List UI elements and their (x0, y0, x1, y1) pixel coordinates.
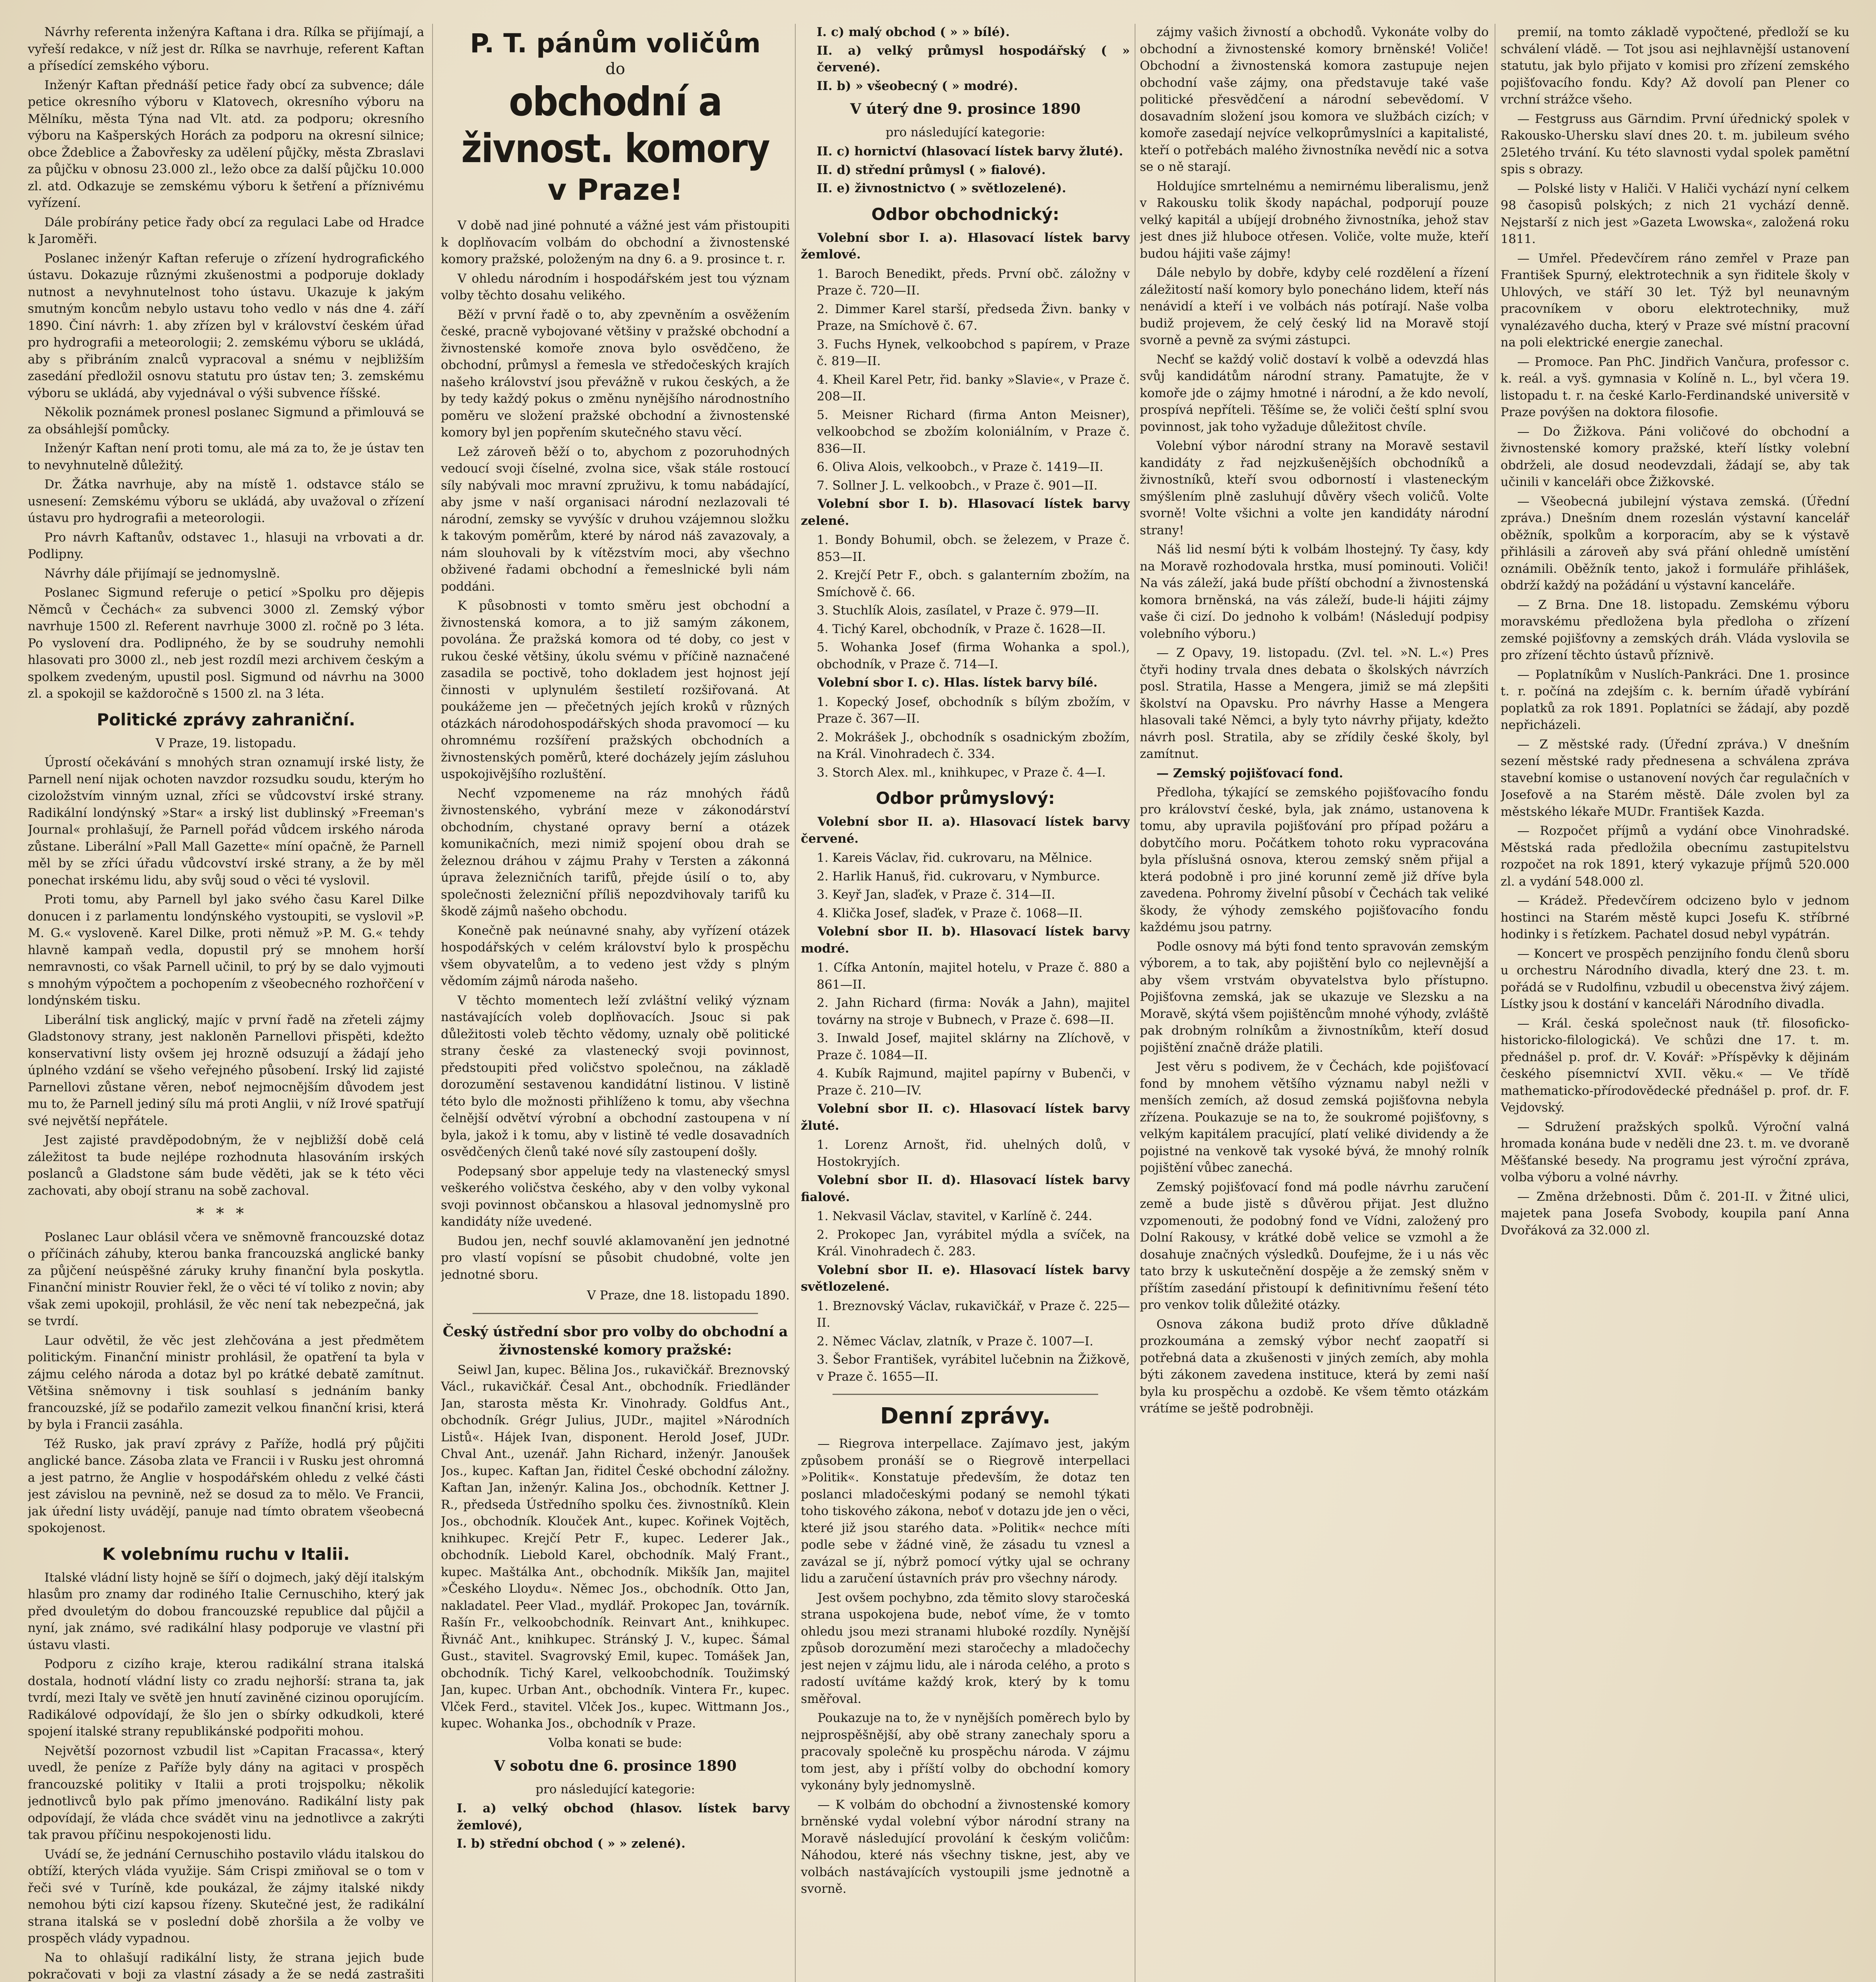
category-item: I. b) střední obchod ( » » zelené). (457, 1837, 686, 1851)
news-paragraph: — Promoce. Pan PhC. Jindřich Vančura, professor c. k. reál. a vyš. gymnasia v Kolíně n. L., byl včera 19. listopadu t. r. na české Karlo-Ferdinandské universitě v Praze povýšen na doktora filosofie. (1501, 354, 1849, 419)
trade-candidates (801, 230, 1130, 781)
column-2 (441, 24, 790, 1982)
candidate-item: 2. Mokrášek J., obchodník s osadnickým zbožím, na Král. Vinohradech č. 334. (817, 730, 1130, 761)
paragraph: Podporu z cizího kraje, kterou radikální strana italská dostala, hodnotí vládní listy co zradu nejhorší: strana ta, jak tvrdí, mezi Italy ve světě jen hnutí zaviněné cizinou oporujícím. Radikálové odpovídají, že šlo jen o sbírky odkudkoli, které spojení italské strany republikánské podpořiti mohou. (28, 1657, 424, 1739)
paragraph: K působnosti v tomto směru jest obchodní a živnostenská komora, a to již samým zákonem, povolána. Že pražská komora od té doby, co jest v rukou české většiny, úkolu svému v příčině naznačené zasadila se poctivě, toho dokladem jest hojnost její činnosti v uplynulém šestiletí rozšiřovaná. At poukážeme jen — přečetných jejích kroků v různých otázkách národohospodářských shoda pravomocí — ku ohromnému rozšíření pražských obchodních a živnostenských poměrů, které docházely jejím zásluhou uspokojivějšího rozluštění. (441, 599, 790, 781)
news-paragraph: — Poplatníkům v Nuslích-Pankráci. Dne 1. prosince t. r. počíná na zdejším c. k. berním úřadě vybírání poplatků za rok 1891. Poplatníci se žádají, aby pozdě nepřicházeli. (1501, 667, 1849, 732)
appeal-title-line1: P. T. pánům voličům (470, 28, 761, 59)
paragraph: Proti tomu, aby Parnell byl jako svého času Karel Dilke donucen i z parlamentu londýnského vystoupiti, se vyslovil »P. M. G.« vysloveně. Karel Dilke, proti němuž »P. M. G.« tehdy hlavně kampaň vedla, dopustil prý se mnohem horší nemravnosti, co však Parnell učinil, to prý by se dalo vyjmouti s mnohým výpočtem a pochopením z všeobecného rozhořčení v londýnském tisku. (28, 892, 424, 1008)
candidate-item: 1. Lorenz Arnošt, řid. uhelných dolů, v Hostokryjích. (817, 1138, 1130, 1169)
candidate-item: 3. Keyř Jan, slaďek, v Praze č. 314—II. (817, 888, 1055, 902)
paragraph: Dále probírány petice řady obcí za regulaci Labe od Hradce k Jaroměři. (28, 215, 424, 246)
column-5 (1501, 24, 1849, 1982)
parliament-report (28, 24, 424, 702)
foreign-news (28, 754, 424, 1199)
column-3 (801, 24, 1130, 1982)
paragraph: Konečně pak neúnavné snahy, aby vyřízení otázek hospodářských v celém království bylo k prospěchu všem obyvatelům, a to vedeno jest vždy s plným vědomím zájmů národa našeho. (441, 923, 790, 988)
paragraph: Osnova zákona budiž proto dříve důkladně prozkoumána a zemský výbor nechť zaopatří si potřebná data a zkušenosti v jiných zemích, aby mohla býti zákonem zavedena instituce, která by zemi naší byla ku prospěchu a ozdobě. Ke všem těmto otázkám vrátíme se ještě podrobněji. (1140, 1317, 1489, 1416)
paragraph: Volební výbor národní strany na Moravě sestavil kandidáty z řad nejzkušenějších obchodníků a živnostníků, kteří svou odborností i vlasteneckým smýšlením plně zasluhují důvěry všech voličů. Volte svorně! Volte všichni a volte jen kandidáty národní strany! (1140, 439, 1489, 538)
paragraph: Holdujíce smrtelnému a nemirnému liberalismu, jenž v Rakousku tolik škody napáchal, podporují pouze velký kapitál a ubíjejí drobného živnostníka, jehož stav jest dnes již hluboce otřesen. Voliče, volte muže, kteří budou hájiti vaše zájmy! (1140, 179, 1489, 261)
candidate-item: 7. Sollner J. L. velkoobch., v Praze č. 901—II. (817, 478, 1098, 493)
paragraph: Největší pozornost vzbudil list »Capitan Fracassa«, který uvedl, že peníze z Paříže byly dány na agitaci v prospěch francouzské politiky v Italii a proti trojspolku; několik jednotlivců bylo pak přímo jmenováno. Radikální listy pak odpovídají, že vláda chce svádět vinu na jednotlivce a zakrýti tak pravou příčinu nespokojenosti lidu. (28, 1743, 424, 1842)
paragraph: Podle osnovy má býti fond tento spravován zemským výborem, a to tak, aby pojištění bylo co nejlevnější a aby všem vrstvám obyvatelstva bylo přístupno. Pojišťovna zemská, jak se ukazuje ve Slezsku a na Moravě, skýtá všem pojištěncům mnohé výhody, zvláště pak drobným rolníkům a živnostníkům, kteří dosud pojištění značně dráže platili. (1140, 939, 1489, 1055)
column-rule (432, 24, 433, 1982)
candidate-item: 1. Kopecký Josef, obchodník s bílým zbožím, v Praze č. 367—II. (817, 694, 1130, 726)
vote-intro: Volba konati se bude: (548, 1735, 682, 1750)
vote-date-tuesday: V úterý dne 9. prosince 1890 (850, 101, 1081, 117)
candidate-item: 1. Nekvasil Václav, stavitel, v Karlíně č. 244. (817, 1209, 1093, 1223)
paragraph: Návrhy dále přijímají se jednomyslně. (44, 566, 280, 581)
electoral-body-title: Volební sbor I. a). Hlasovací lístek barvy žemlové. (801, 230, 1130, 262)
column-rule (795, 24, 796, 1982)
candidate-item: 2. Krejčí Petr F., obch. s galanterním zbožím, na Smíchově č. 66. (817, 568, 1130, 599)
candidate-item: 4. Kheil Karel Petr, řid. banky »Slavie«, v Praze č. 208—II. (817, 372, 1130, 404)
paragraph: Uvádí se, že jednání Cernuschiho postavilo vládu italskou do obtíží, kterých vláda využije. Sám Crispi zmiňoval se o tom v řeči své v Turíně, kde poukázal, že zájmy italské nikdy nemohou býti cizí kapsou řízeny. Skutečné jest, že radikální strana italská se v poslední době zhoršila a že volby ve prospěch vlády vypadnou. (28, 1847, 424, 1946)
news-paragraph: — Z městské rady. (Úřední zpráva.) V dnešním sezení městské rady přednesena a schválena zpráva stavební komise o ustanovení nových čar regulačních v Josefově a na Starém městě. Dále zvolen byl za městského lékaře MUDr. František Kazda. (1501, 737, 1849, 819)
vote-date-saturday: V sobotu dne 6. prosince 1890 (494, 1758, 737, 1774)
paragraph: V ohledu národním i hospodářském jest tou význam volby těchto dosahu velikého. (441, 271, 790, 302)
committee-heading: Český ústřední sbor pro volby do obchodní a živnostenské komory pražské: (442, 1323, 788, 1358)
paragraph: Náš lid nesmí býti k volbám lhostejný. Ty časy, kdy na Moravě rozhodovala hrstka, musí pominouti. Voliči! Na vás záleží, jaká bude příští obchodní a živnostenská komora brněnská, na vás záleží, bude-li hájiti zájmy vaše či cizí. Do jednoho k volbám! (Následují podpisy volebního výboru.) (1140, 542, 1489, 641)
candidate-item: 4. Klička Josef, slaďek, v Praze č. 1068—II. (817, 906, 1083, 920)
paragraph: Podepsaný sbor appeluje tedy na vlastenecký smysl veškerého voličstva českého, aby v den volby vykonal svoji povinnost občanskou a hlasoval jednomyslně pro kandidáty níže uvedené. (441, 1164, 790, 1229)
paragraph: Návrhy referenta inženýra Kaftana i dra. Rílka se přijímají, a vyřeší redakce, v níž jest dr. Rílka se navrhuje, referent Kaftan a přísedící zemského výboru. (28, 25, 424, 73)
electoral-body-title: Volební sbor II. e). Hlasovací lístek barvy světlozelené. (801, 1263, 1130, 1294)
paragraph: Běží v první řadě o to, aby zpevněním a osvěžením české, pracně vybojované většiny v pražské obchodní a živnostenské komoře znova bylo osvědčeno, že obchodní, průmysl a řemesla ve středočeských krajích našeho království jsou převážně v rukou českých, a že by tedy každý pokus o změnu nynějšího národnostního poměru ve složení pražské obchodní a živnostenské komory byl jen popřením skutečného stavu věcí. (441, 307, 790, 440)
candidate-item: 2. Prokopec Jan, vyrábitel mýdla a svíček, na Král. Vinohradech č. 283. (817, 1227, 1130, 1259)
news-paragraph: — Z Brna. Dne 18. listopadu. Zemskému výboru moravskému předložena byla předloha o zřízení zemské pojišťovny a zemských dráh. Vláda vyslovila se pro zřízení těchto ústavů příznivě. (1501, 597, 1849, 662)
paragraph: zájmy vašich živností a obchodů. Vykonáte volby do obchodní a živnostenské komory brněnské! Voliče! Obchodní a živnostenská komora zastupuje nejen obchodní vaše zájmy, ona představuje také vaše politické přesvědčení a národní sebevědomí. V dosavadním složení jsou komora ve službách cizích; v komoře zasedají nejvíce velkoprůmyslníci a kapitalisté, kteří o potřebách malého živnostníka nevědí nic a sotva se o ně starají. (1140, 25, 1489, 174)
paragraph: Poslanec inženýr Kaftan referuje o zřízení hydrografického ústavu. Dokazuje různými zkušenostmi a podporuje doklady nutnost a nevyhnutelnost toho ústavu. Ukazuje k jakým smutným koncům nebylo ustavu toho vedlo v nás dne 4. září 1890. Činí návrh: 1. aby zřízen byl v království českém úřad pro hydrografii a meteorologii; 2. zemskému výboru se ukládá, aby s přibráním znalců vypracoval a snému v nejbližším zasedání předložil osnovu statutu pro ústav ten; 3. zemskému výboru se ukládá, aby vyjednával o výši subvence říšské. (28, 251, 424, 400)
electoral-body-title: Volební sbor II. b). Hlasovací lístek barvy modré. (801, 924, 1130, 956)
paragraph: Dr. Žátka navrhuje, aby na místě 1. odstavce stálo se usnesení: Zemskému výboru se ukládá, aby uvažoval o zřízení ústavu pro hydrografii a meteorologii. (28, 477, 424, 525)
saturday-categories (801, 24, 1130, 94)
paragraph: Předloha, týkající se zemského pojišťovacího fondu pro království české, byla, jak známo, ustanovena k tomu, aby upravila pojišťování pro případ požáru a dobytčího moru. Počátkem tohoto roku vypracována byla příslušná osnova, kterou zemský sněm přijal a která podobně i pro jiné korunní země již dříve byla zavedena. Pohromy živelní působí v Čechách tak veliké škody, že výhody zemského pojišťovacího fondu každému jsou patrny. (1140, 785, 1489, 934)
tuesday-sub: pro následující kategorie: (885, 125, 1045, 140)
news-paragraph: — Festgruss aus Gärndim. První úřednický spolek v Rakousko-Uhersku slaví dnes 20. t. m. jubileum svého 25letého trvání. Ku této slavnosti vydal spolek pamětní spis s obrazy. (1501, 111, 1849, 176)
paragraph: V těchto momentech leží zvláštní veliký význam nastávajících voleb doplňovacích. Jsouc si pak důležitosti voleb těchto vědomy, uznaly obě politické strany české za vlastenecký svoji povinnost, předstoupiti před voličstvo společnou, na základě dorozumění sestavenou kandidátní listinou. V listině této bylo dle možnosti přihlíženo k tomu, aby všechna čelnější odvětví výrobní a obchodní zastoupena v ní byla, jakož i k tomu, aby v listině té vedle dosavadních osvědčených členů také nové síly zastoupení došly. (441, 993, 790, 1159)
candidate-item: 2. Němec Václav, zlatník, v Praze č. 1007—I. (817, 1334, 1093, 1349)
vote-sub: pro následující kategorie: (535, 1782, 695, 1796)
column-4-text (1140, 24, 1489, 763)
appeal-date: V Praze, dne 18. listopadu 1890. (587, 1288, 790, 1303)
paragraph: Též Rusko, jak praví zprávy z Paříže, hodlá prý půjčiti anglické bance. Zásoba zlata ve Francii i v Rusku jest ohromná a jest patrno, že Anglie v hospodářském ohledu z velké části jest závislou na pevnině, než se dosud za to mělo. Ve Francii, jak úřední listy uvádějí, panuje nad tímto obratem všeobecná spokojenost. (28, 1437, 424, 1535)
candidate-item: 2. Harlik Hanuš, řid. cukrovaru, v Nymburce. (817, 869, 1101, 884)
daily-news (801, 1435, 1130, 1898)
paragraph: Poslanec Laur oblásil včera ve sněmovně francouzské dotaz o příčinách záhuby, kterou banka francouzská anglické banky za půjčení neúspěšné záruky kruhy finanční byla poskytla. Finanční ministr Rouvier řekl, že o věci té ví toliko z novin; aby však zemi upokojil, prohlásil, že věc není tak nebezpečná, jak se tvrdí. (28, 1230, 424, 1328)
dateline: V Praze, 19. listopadu. (155, 736, 297, 750)
column-5-text (1501, 24, 1849, 1239)
paragraph: — Z Opavy, 19. listopadu. (Zvl. tel. »N. L.«) Pres čtyři hodiny trvala dnes debata o školských návrzích posl. Stratila, Hasse a Mengera, jimiž se má zlepšiti školství na Opavsku. Pro návrhy Hasse a Mengera hlasovali také Němci, a byly tyto návrhy přijaty, kdežto návrh posl. Stratila, aby se zřídily české školy, byl zamítnut. (1140, 646, 1489, 761)
electoral-body-title: Volební sbor I. c). Hlas. lístek barvy bílé. (817, 675, 1098, 690)
italy-news (28, 1569, 424, 1982)
paragraph: Nechť vzpomeneme na ráz mnohých řádů živnostenského, vybrání meze v zákonodárství obchodním, chystané opravy berní a otázek komunikačních, mezi nimiž spojení obou drah se železnou dráhou v zájmu Prahy v Tersten a zákonná úprava železničních tarifů, přejde úsilí o to, aby společnosti železniční příliš nepozdvihovaly tarifů ku škodě zájmů našeho obchodu. (441, 786, 790, 918)
electoral-body-title: Volební sbor II. c). Hlasovací lístek barvy žluté. (801, 1102, 1130, 1133)
news-paragraph: premií, na tomto základě vypočtené, předloží se ku schválení vládě. — Tot jsou asi nejhlavnější ustanovení statutu, jak bylo přijato v komisi pro zřízení zemského pojišťovacího fondu. Kdy? Až dovolí pan Plener co vrchní strážce všeho. (1501, 25, 1849, 107)
insurance-fund-text (1140, 784, 1489, 1417)
appeal-title-do: do (605, 60, 625, 78)
news-paragraph: — Změna držebnosti. Dům č. 201-II. v Žitné ulici, majetek pana Josefa Svobody, koupila paní Anna Dvořáková za 32.000 zl. (1501, 1189, 1849, 1238)
category-item: I. c) malý obchod ( » » bílé). (817, 25, 1010, 39)
candidate-item: 3. Fuchs Hynek, velkoobchod s papírem, v Praze č. 819—II. (817, 337, 1130, 368)
candidate-item: 1. Baroch Benedikt, předs. První obč. záložny v Praze č. 720—II. (817, 266, 1130, 298)
paris-news (28, 1229, 424, 1537)
vote-categories (441, 1800, 790, 1852)
candidate-item: 4. Kubík Rajmund, majitel papírny v Bubenči, v Praze č. 210—IV. (817, 1066, 1130, 1098)
paragraph: Dále nebylo by dobře, kdyby celé rozdělení a řízení záležitostí naší komory bylo ponecháno lidem, kteří nás nenávidí a kteří i ve volbách nás potírají. Naše volba budiž projevem, že celý český lid na Moravě stojí svorně a pevně za svými zástupci. (1140, 266, 1489, 347)
paragraph: V době nad jiné pohnuté a vážné jest vám přistoupiti k doplňovacím volbám do obchodní a živnostenské komory pražské, položeným na dny 6. a 9. prosince t. r. (441, 218, 790, 266)
candidate-item: 3. Šebor František, vyrábitel lučebnin na Žižkově, v Praze č. 1655—II. (817, 1353, 1130, 1384)
electoral-body-title: Volební sbor II. a). Hlasovací lístek barvy červené. (801, 815, 1130, 846)
paragraph: Lež zároveň běží o to, abychom z pozoruhodných vedoucí svoji číselné, zvolna sice, však stále rostoucí síly nabývali moc mravní zpruživu, k tomu nabádající, aby jsme v naší organisaci národní nezlazovali té národní, zemsky se vyvýšíc v druhou vzájemnou složku k takovým poměrům, které by národ náš zavazovaly, a nám slouhovali by k vítězstvím moci, aby všechno obživené řadami obchodní a řemeslnické byli nám poddáni. (441, 444, 790, 594)
news-paragraph: — Polské listy v Haliči. V Haliči vychází nyní celkem 98 časopisů polských; z nich 21 vychází denně. Nejstarší z nich jest »Gazeta Lwowska«, založená roku 1811. (1501, 181, 1849, 246)
news-paragraph: — Do Žižkova. Páni voličové do obchodní a živnostenské komory pražské, kteří lístky volební obdrželi, ale dosud neodevzdali, žádají se, aby tak učinili v kanceláři obce Žižkovské. (1501, 424, 1849, 489)
paragraph: Inženýr Kaftan není proti tomu, ale má za to, že je ústav ten to nevyhnutelně důležitý. (28, 441, 424, 473)
candidate-item: 2. Jahn Richard (firma: Novák a Jahn), majitel továrny na stroje v Bubnech, v Praze č. 698—II. (817, 996, 1130, 1027)
electoral-body-title: Volební sbor II. d). Hlasovací lístek barvy fialové. (801, 1173, 1130, 1204)
news-paragraph: — Umřel. Předevčírem ráno zemřel v Praze pan František Spurný, elektrotechnik a syn řiditele školy v Uhlových, ve stáří 30 let. Týž byl neunavným pracovníkem v oboru elektrotechniky, muž vynalézavého ducha, který v Praze své místní pracovní na poli elektrické energie zanechal. (1501, 251, 1849, 350)
category-item: II. a) velký průmysl hospodářský ( » červené). (817, 43, 1130, 75)
heading-industry-section: Odbor průmyslový: (876, 788, 1055, 808)
news-paragraph: — K volbám do obchodní a živnostenské komory brněnské vydal volební výbor národní strany na Moravě následující provolání k českým voličům: Náhodou, které nás všechny tiskne, jest, aby ve volbách nastávajících vystoupili jsme jednotně a svorně. (801, 1797, 1130, 1896)
paragraph: Pro návrh Kaftanův, odstavec 1., hlasuji na vrbovati a dr. Podlipny. (28, 530, 424, 561)
candidate-item: 4. Tichý Karel, obchodník, v Praze č. 1628—II. (817, 622, 1106, 636)
heading-italy: K volebnímu ruchu v Italii. (102, 1544, 350, 1564)
news-paragraph: — Riegrova interpellace. Zajímavo jest, jakým způsobem pronáší se o Riegrově interpellaci »Politik«. Konstatuje především, že dotaz ten poslanci mladočeskými podaný se nemohl týkati toho tiskového zákona, neboť v dotazu jde jen o věci, které již jsou starého data. »Politik« nechce míti podle sebe v žádné vině, že zásadu tu vznesl a zavázal se jí, nýbrž pomocí výtky ujal se ochrany lidu a zaručení ústavních práv pro všechny národy. (801, 1437, 1130, 1586)
news-paragraph: — Král. česká společnost nauk (tř. filosoficko-historicko-filologická). Ve schůzi dne 17. t. m. přednášel p. prof. dr. V. Kovář: »Příspěvky k dějinám českého písemnictví XVII. věku.« — Ve třídě mathematicko-přírodovědecké přednášel p. prof. dr. F. Vejdovský. (1501, 1016, 1849, 1115)
appeal-title-line3: v Praze! (547, 173, 683, 207)
candidate-item: 5. Meisner Richard (firma Anton Meisner), velkoobchod se zbožím koloniálním, v Praze č. 836—II. (817, 407, 1130, 456)
news-paragraph: Jest ovšem pochybno, zda těmito slovy staročeská strana uspokojena bude, neboť víme, že v tomto ohledu jsou mezi stranami hluboké rozdíly. Nynější způsob dorozumění mezi staročechy a mladočechy jest nejen v zájmu lidu, ale i národa celého, a proto s radostí uvítáme každý krok, který by k tomu směřoval. (801, 1590, 1130, 1706)
news-paragraph: — Všeobecná jubilejní výstava zemská. (Úřední zpráva.) Dnešním dnem rozeslán výstavní kancelář oběžník, spolkům a korporacím, aby se k výstavě přihlásili a zároveň aby svá přání ohledně umístění oznámili. Oběžník tento, jakož i formuláře přihlášek, obdrží každý na požádání u výstavní kanceláře. (1501, 494, 1849, 593)
heading-trade-section: Odbor obchodnický: (871, 204, 1059, 224)
paragraph: Několik poznámek pronesl poslanec Sigmund a přimlouvá se za obsáhlejší pomůcky. (28, 405, 424, 436)
paragraph: Nechť se každý volič dostaví k volbě a odevzdá hlas svůj kandidátům národní strany. Pamatujte, že v komoře jde o zájmy hmotné i národní, a že kdo nevolí, prospívá nepříteli. Těšíme se, že voliči čeští splní svou povinnost, jak toho vyžaduje důležitost chvíle. (1140, 352, 1489, 434)
candidate-item: 5. Wohanka Josef (firma Wohanka a spol.), obchodník, v Praze č. 714—I. (817, 640, 1130, 672)
column-1 (28, 24, 424, 1982)
heading-insurance-fund: — Zemský pojišťovací fond. (1156, 766, 1344, 781)
paragraph: Jest zajisté pravděpodobným, že v nejbližší době celá záležitost ta bude nejlépe rozhodnuta hlasováním irských poslanců a Gladstone sám bude věděti, jak se k této věci zachovati, aby obojí stranu na sobě zachoval. (28, 1133, 424, 1198)
candidate-item: 1. Bondy Bohumil, obch. se železem, v Praze č. 853—II. (817, 533, 1130, 564)
candidate-item: 3. Stuchlík Alois, zasílatel, v Praze č. 979—II. (817, 603, 1099, 618)
column-4 (1140, 24, 1489, 1982)
candidate-item: 1. Breznovský Václav, rukavičkář, v Praze č. 225—II. (817, 1299, 1130, 1330)
news-paragraph: — Sdružení pražských spolků. Výroční valná hromada konána bude v neděli dne 23. t. m. ve dvoraně Měšťanské besedy. Na programu jest výroční zpráva, volba výboru a volné návrhy. (1501, 1119, 1849, 1184)
paragraph: Liberální tisk anglický, majíc v první řadě na zřeteli zájmy Gladstonovy strany, jest nakloněn Parnellovi přispěti, kdežto konservativní listy ovšem jej hrozně odsuzují a žádají jeho úplného vzdání se všeho veřejného působení. Irský lid zajisté Parnellovi zůstane věren, neboť nejmocnějším důvodem jest mu to, že Parnell jediný sílu má proti Anglii, v níž Irové spatřují své největší nepřátele. (28, 1012, 424, 1128)
paragraph: Inženýr Kaftan přednáší petice řady obcí za subvence; dále petice okresního výboru v Klatovech, okresního výboru na Mělníku, města Týna nad Vlt. atd. za podporu; okresního výboru na Kašperských Horách za podporu na okresní silnice; obce Ždeblice a Žabovřesky za udělení půjčky, města Zbraslavi za půjčku v obnosu 23.000 zl., ležo obce za další půjčku 10.000 zl. atd. Odkazuje se zemskému výboru k šetření a příznivému vyřízení. (28, 78, 424, 210)
committee-members: Seiwl Jan, kupec. Bělina Jos., rukavičkář. Breznovský Václ., rukavičkář. Česal Ant., obchodník. Friedländer Jan, starosta města Kr. Vinohrady. Goldfus Ant., obchodník. Grégr Julius, JUDr., majitel »Národních Listů«. Hájek Ivan, disponent. Herold Josef, JUDr. Chval Ant., uzenář. Jahn Richard, inženýr. Janoušek Jos., kupec. Kaftan Jan, řiditel České obchodní záložny. Kaftan Jan, inženýr. Kalina Jos., obchodník. Kettner J. R., předseda Ústředního spolku čes. živnostníků. Klein Jos., obchodník. Klouček Ant., kupec. Kořinek Vojtěch, knihkupec. Krejčí Petr F., kupec. Lederer Jak., obchodník. Liebold Karel, obchodník. Malý Frant., kupec. Maštálka Ant., obchodník. Mikšík Jan, majitel »Českého Lloydu«. Němec Jos., obchodník. Otto Jan, nakladatel. Peer Vlad., mydlář. Prokopec Jan, továrník. Rašín Fr., velkoobchodník. Reinvart Ant., knihkupec. Řivnáč Ant., knihkupec. Stránský J. V., kupec. Šámal Gust., stavitel. Svagrovský Emil, kupec. Tomášek Jan, obchodník. Tichý Karel, velkoobchodník. Toužimský Jan, kupec. Urban Ant., obchodník. Vinterа Fr., kupec. Vlček Ferd., stavitel. Vlček Jos., kupec. Wittmann Jos., kupec. Wohanka Jos., obchodník v Praze. (441, 1362, 790, 1731)
paragraph: Zemský pojišťovací fond má podle návrhu zaručení země a bude jistě s důvěrou přijat. Jest dlužno vzpomenouti, že podobný fond ve Vídni, založený pro Dolní Rakousy, v krátké době velice se vzmohl a že dosahuje značných výsledků. Doufejme, že i u nás věc tato brzy k uskutečnění dospěje a že zemský sněm v příštím zasedání přistoupí k definitivnímu řešení této pro venkov tolik důležité otázky. (1140, 1180, 1489, 1312)
tuesday-categories (801, 143, 1130, 197)
paragraph: Na to ohlašují radikální listy, že strana jejich bude pokračovati v boji za vlastní zásady a že se nedá zastrašiti (28, 1950, 424, 1982)
paragraph: Italské vládní listy hojně se šíří o dojmech, jaký dějí italským hlasům pro znamy dar rodiného Italie Cernuschiho, který jak před dvouletým do dobou francouzské republice dal půjčil a nyní, jak známo, své radikální hlasy podporuje ve vlastní při ústavu vlasti. (28, 1570, 424, 1652)
candidate-item: 6. Oliva Alois, velkoobch., v Praze č. 1419—II. (817, 460, 1104, 474)
appeal-body (441, 217, 790, 1283)
news-paragraph: — Krádež. Předevčírem odcizeno bylo v jednom hostinci na Starém městě kupci Josefu K. stříbrné hodinky i s řetízkem. Pachatel dosud nebyl vypátrán. (1501, 893, 1849, 941)
candidate-item: 1. Cífka Antonín, majitel hotelu, v Praze č. 880 a 861—II. (817, 960, 1130, 992)
divider (473, 1313, 758, 1314)
category-item: I. a) velký obchod (hlasov. lístek barvy žemlové), (457, 1801, 790, 1833)
category-item: II. d) střední průmysl ( » fialové). (817, 163, 1046, 177)
paragraph: Jest věru s podivem, že v Čechách, kde pojišťovací fond by mnohem většího významu nabyl nežli v menších zemích, až dosud zemská pojišťovna nebyla zřízena. Poukazuje se na to, že soukromé pojišťovny, s velkým kapitálem pracující, platí veliké dividendy a že pojistné na venkově tak vysoké bývá, že mnohý rolník pojištění vůbec zanechá. (1140, 1060, 1489, 1175)
category-item: II. b) » všeobecný ( » modré). (817, 78, 1018, 93)
candidate-item: 3. Inwald Josef, majitel sklárny na Zlíchově, v Praze č. 1084—II. (817, 1031, 1130, 1062)
news-paragraph: — Rozpočet příjmů a vydání obce Vinohradské. Městská rada předložila obecnímu zastupitelstvu rozpočet na rok 1891, který vykazuje příjmů 520.000 zl. a vydání 548.000 zl. (1501, 824, 1849, 889)
category-item: II. e) živnostnictvo ( » světlozelené). (817, 181, 1066, 195)
paragraph: Budou jen, nechf souvlé aklamovanění jen jednotné pro vlastí vopísní se působit chudobné, volte jen jednotné sboru. (441, 1234, 790, 1282)
appeal-title-line2: obchodní a živnost. komory (461, 78, 770, 172)
industry-candidates (801, 813, 1130, 1385)
candidate-item: 1. Kareis Václav, řid. cukrovaru, na Mělnice. (817, 851, 1093, 865)
news-paragraph: — Koncert ve prospěch penzijního fondu členů sboru u orchestru Národního divadla, který dne 23. t. m. pořádá se v Rudolfinu, vzbudil u obecenstva živý zájem. Lístky jsou k dostání v kanceláři Národního divadla. (1501, 946, 1849, 1011)
section-separator-stars: *** (196, 1205, 256, 1223)
divider (833, 1394, 1098, 1395)
heading-daily-news: Denní zprávy. (880, 1403, 1051, 1429)
paragraph: Laur odvětil, že věc jest zlehčována a jest předmětem politickým. Finanční ministr prohlásil, že opatření ta byla v zájmu celého národa a dotaz byl po krátké debatě zamítnut. Většina sněmovny i tisk souhlasí s jednáním banky francouzské, jíž se podařilo zamezit velkou finanční krisi, která by byla i Francii zasáhla. (28, 1333, 424, 1432)
heading-foreign-politics: Politické zprávy zahraniční. (97, 710, 355, 729)
electoral-body-title: Volební sbor I. b). Hlasovací lístek barvy zelené. (801, 497, 1130, 528)
paragraph: Poslanec Sigmund referuje o peticí »Spolku pro dějepis Němců v Čechách« za subvenci 3000 zl. Zemský výbor navrhuje 1500 zl. Referent navrhuje 3000 zl. ročně po 3 léta. Po vyslovení dra. Podlipného, že by se soudruhy nemohli hlasovati pro 3000 zl., neb jest rozdíl mezi archivem českým a spolkem zvedeným, upustil posl. Sigmund od návrhu na 3000 zl. a spokojil se každoročně s 1500 zl. na 3 léta. (28, 585, 424, 701)
category-item: II. c) hornictví (hlasovací lístek barvy žluté). (817, 144, 1123, 159)
candidate-item: 2. Dimmer Karel starší, předseda Živn. banky v Praze, na Smíchově č. 67. (817, 302, 1130, 333)
news-paragraph: Poukazuje na to, že v nynějších poměrech bylo by nejprospěšnější, aby obě strany zanechaly sporu a pracovaly společně ku prospěchu národa. V zájmu tom jest, aby i příští volby do obchodní komory vykonány byly jednomyslně. (801, 1711, 1130, 1793)
paragraph: Úprostí očekávání s mnohých stran oznamují irské listy, že Parnell není nijak ochoten navzdor rozsudku soudu, kterým ho cizoložstvím vinným uznal, zříci se vůdcovství irské strany. Radikální londýnský »Star« a irský list dublinský »Freeman's Journal« prohlašují, že Parnell pořád vůdcem irského národa zůstane. Liberální »Pall Mall Gazette« míní opačně, že Parnell měl by se zříci úřadu vůdcovství irské strany, a že by měl ponechat irskému lidu, aby svůj soud o věci té vyslovil. (28, 755, 424, 888)
candidate-item: 3. Storch Alex. ml., knihkupec, v Praze č. 4—I. (817, 765, 1106, 780)
